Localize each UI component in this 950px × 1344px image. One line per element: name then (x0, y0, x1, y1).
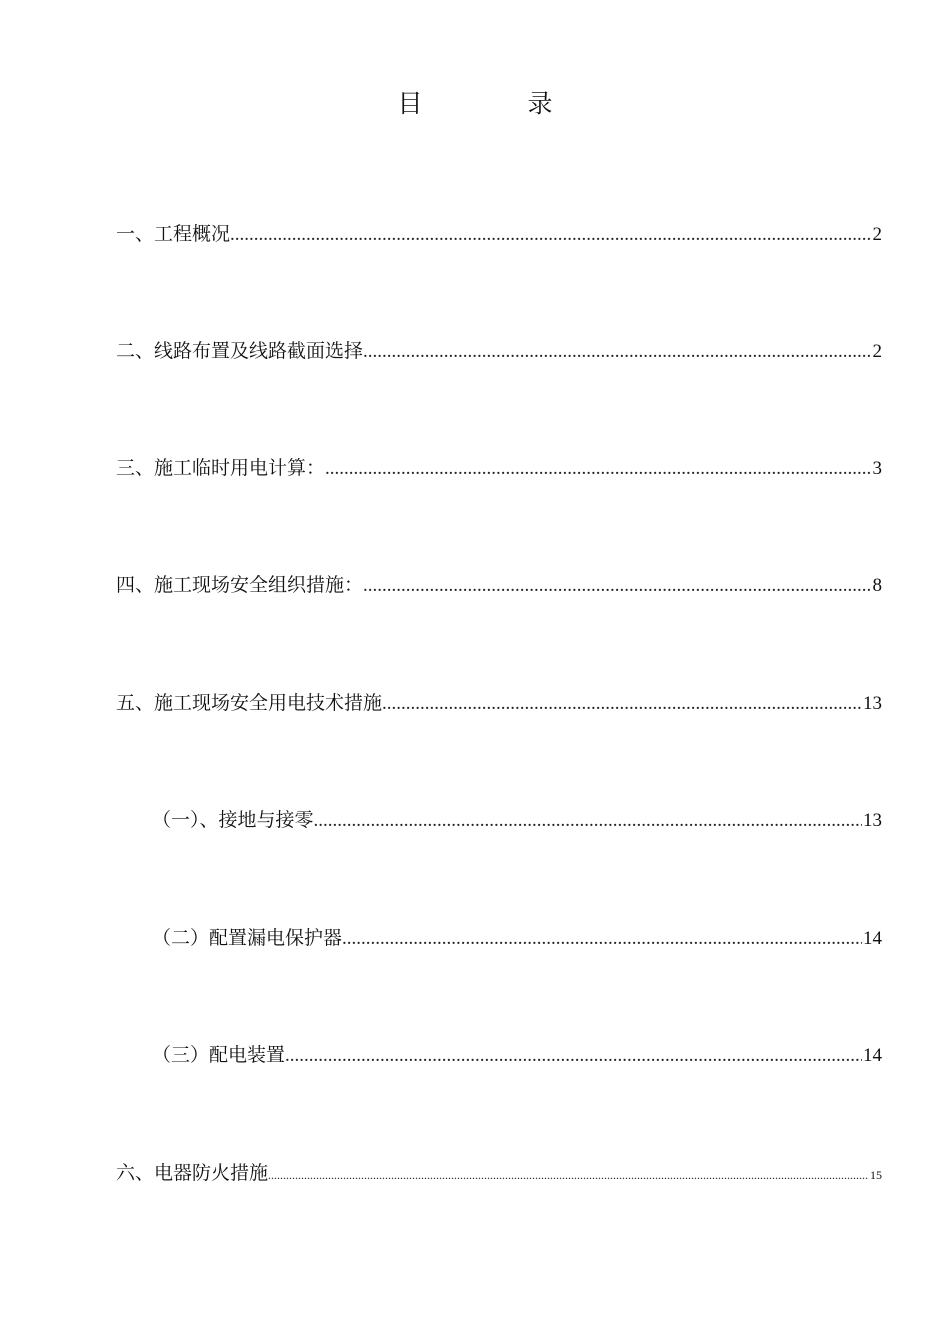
toc-page-number: 13 (863, 810, 882, 831)
toc-entry-label: （一）、接地与接零 (152, 809, 314, 831)
toc-leader-dots (314, 808, 862, 834)
toc-title: 目 录 (397, 89, 593, 118)
toc-entry-label: 三、施工临时用电计算： (116, 457, 326, 479)
toc-entry[interactable] (152, 1042, 882, 1068)
toc-entry-label: 一、工程概况 (116, 223, 231, 245)
toc-page-number: 3 (872, 458, 882, 479)
toc-entry[interactable] (116, 1160, 882, 1186)
toc-leader-dots (268, 1162, 869, 1188)
toc-page-number: 14 (863, 928, 882, 949)
toc-entry[interactable] (116, 572, 882, 598)
toc-page-number: 2 (872, 341, 882, 362)
toc-entry-label: （二）配置漏电保护器 (152, 927, 343, 949)
toc-entry-label: 四、施工现场安全组织措施： (116, 574, 364, 596)
toc-leader-dots (285, 1043, 862, 1069)
toc-entry-label: 六、电器防火措施 (116, 1162, 269, 1184)
toc-page-number: 8 (872, 575, 882, 596)
toc-entry[interactable] (116, 690, 882, 716)
toc-page-number: 13 (863, 693, 882, 714)
toc-leader-dots (363, 339, 871, 365)
toc-leader-dots (325, 456, 871, 482)
toc-entry[interactable] (152, 925, 882, 951)
toc-leader-dots (382, 691, 862, 717)
toc-entry[interactable] (152, 807, 882, 833)
toc-entry-label: （三）配电装置 (152, 1044, 286, 1066)
toc-leader-dots (363, 573, 871, 599)
toc-entry-label: 二、线路布置及线路截面选择 (116, 340, 364, 362)
toc-entry[interactable] (116, 338, 882, 364)
toc-page-number: 2 (872, 224, 882, 245)
toc-leader-dots (342, 926, 862, 952)
toc-page-number: 14 (863, 1045, 882, 1066)
toc-leader-dots (230, 222, 871, 248)
toc-entry-label: 五、施工现场安全用电技术措施 (116, 692, 383, 714)
toc-entry[interactable] (116, 221, 882, 247)
toc-entry[interactable] (116, 455, 882, 481)
toc-page-number: 15 (870, 1168, 882, 1182)
